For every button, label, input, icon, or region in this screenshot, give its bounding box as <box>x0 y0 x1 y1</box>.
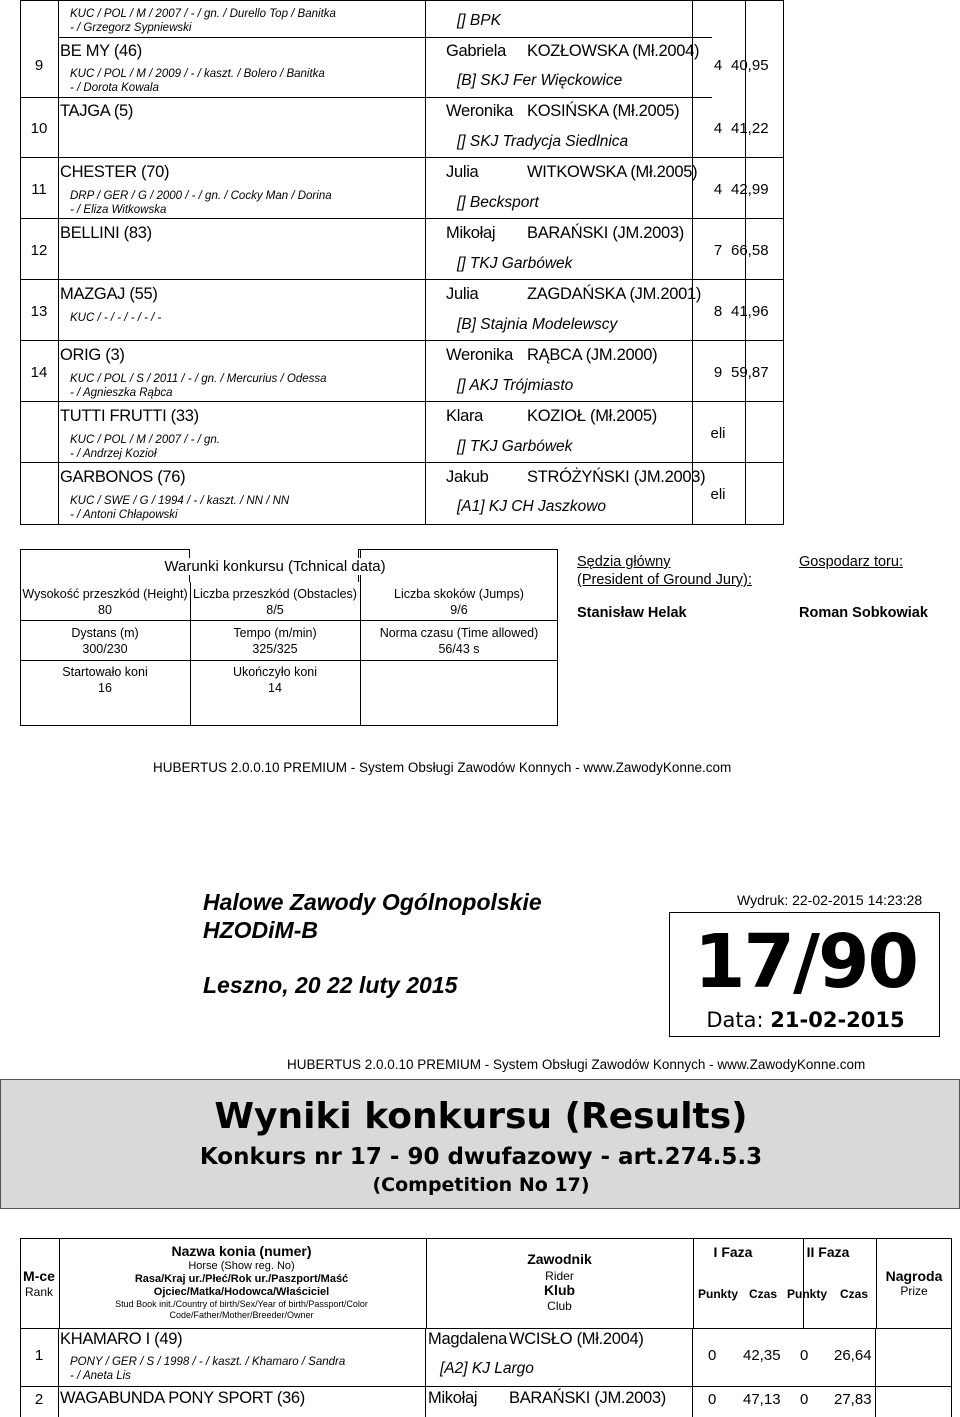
conditions-title: Warunki konkursu (Tchnical data) <box>130 558 420 575</box>
distance-value: 300/230 <box>82 642 128 656</box>
obstacles-value: 8/5 <box>266 603 284 617</box>
table-divider <box>875 1328 876 1417</box>
table-border <box>783 0 784 525</box>
judge-label-en: (President of Ground Jury): <box>577 572 752 588</box>
time-cell: 40,95 <box>731 57 769 74</box>
points-cell: 4 <box>713 57 723 74</box>
table-divider <box>58 1328 59 1417</box>
horse-owner: - / Andrzej Kozioł <box>70 448 157 460</box>
phase1-time: 47,13 <box>743 1391 781 1408</box>
row-divider <box>20 1386 952 1387</box>
table-divider <box>360 660 558 661</box>
obstacles-label: Liczba przeszkód (Obstacles) <box>193 587 357 601</box>
horse-owner: - / Dorota Kowala <box>70 82 159 94</box>
club-name: [A2] KJ Largo <box>440 1360 534 1377</box>
rank-cell: 11 <box>31 181 47 198</box>
phase2-time-header: Czas <box>839 1287 868 1301</box>
competition-name: Konkurs nr 17 - 90 dwufazowy - art.274.5.3 <box>199 1144 763 1170</box>
horse-info: KUC / - / - / - / - / - <box>70 312 162 324</box>
horse-name: GARBONOS (76) <box>60 468 186 486</box>
points-cell: 8 <box>713 303 723 320</box>
horse-owner: - / Eliza Witkowska <box>70 204 167 216</box>
points-cell: eli <box>710 425 726 442</box>
rank-cell: 14 <box>30 364 48 381</box>
horse-owner: - / Antoni Chłapowski <box>70 509 178 521</box>
judge-label: Sędzia główny <box>577 554 671 570</box>
finished-label: Ukończyło koni <box>232 665 318 679</box>
horse-owner: - / Aneta Lis <box>70 1370 131 1382</box>
club-header: Klub <box>543 1282 576 1298</box>
started-label: Startowało koni <box>62 665 148 679</box>
time-cell: 66,58 <box>731 242 769 259</box>
rider-last-name: KOZŁOWSKA (Mł.2004) <box>527 42 700 60</box>
row-divider <box>20 401 784 402</box>
rider-last-name: RĄBCA (JM.2000) <box>527 346 658 364</box>
row-divider <box>20 462 784 463</box>
club-name: [] TKJ Garbówek <box>457 255 573 272</box>
table-divider <box>745 0 746 525</box>
club-name: [] SKJ Tradycja Siedlnica <box>457 133 629 150</box>
table-divider <box>692 0 693 525</box>
phase2-header: II Faza <box>806 1244 850 1260</box>
club-name: [A1] KJ CH Jaszkowo <box>457 498 607 515</box>
jumps-label: Liczba skoków (Jumps) <box>394 587 524 601</box>
results-title-box <box>0 1079 960 1209</box>
row-divider <box>20 218 784 219</box>
judge-name: Stanisław Helak <box>577 605 687 621</box>
phase2-points-header: Punkty <box>786 1287 827 1301</box>
phase1-header: I Faza <box>713 1244 753 1260</box>
horse-info: KUC / POL / S / 2011 / - / gn. / Mercurius / Odessa <box>70 373 327 385</box>
rider-first-name: Weronika <box>446 102 513 120</box>
row-divider <box>59 37 712 38</box>
horse-name: KHAMARO I (49) <box>60 1330 183 1348</box>
jumps-value: 9/6 <box>450 603 468 617</box>
time-allowed-value: 56/43 s <box>438 642 480 656</box>
horse-name: MAZGAJ (55) <box>60 285 158 303</box>
horse-name: CHESTER (70) <box>60 163 170 181</box>
distance-label: Dystans (m) <box>71 626 139 640</box>
horse-info: KUC / POL / M / 2007 / - / gn. / Durello Top / Banitka <box>70 8 336 20</box>
table-divider <box>21 620 558 621</box>
table-divider <box>58 0 59 525</box>
rider-last-name: ZAGDAŃSKA (JM.2001) <box>527 285 702 303</box>
event-place-date: Leszno, 20 22 luty 2015 <box>203 972 458 998</box>
rank-cell: 2 <box>34 1391 44 1408</box>
time-cell: 59,87 <box>731 364 769 381</box>
phase2-time: 27,83 <box>834 1391 872 1408</box>
table-border <box>20 524 784 525</box>
rider-last-name: BARAŃSKI (JM.2003) <box>527 224 684 242</box>
rider-first-name: Gabriela <box>446 42 506 60</box>
row-divider <box>20 340 784 341</box>
club-name: [B] Stajnia Modelewscy <box>457 316 618 333</box>
club-name: [] BPK <box>457 12 501 29</box>
points-cell: 7 <box>713 242 723 259</box>
results-title: Wyniki konkursu (Results) <box>214 1096 748 1137</box>
rider-last-name: KOSIŃSKA (Mł.2005) <box>527 102 680 120</box>
phase1-time-header: Czas <box>748 1287 777 1301</box>
time-allowed-label: Norma czasu (Time allowed) <box>379 626 539 640</box>
horse-header: Nazwa konia (numer) <box>171 1243 312 1259</box>
phase1-points: 0 <box>708 1391 717 1408</box>
horse-header-en: Horse (Show reg. No) <box>188 1260 295 1272</box>
club-name: [] Becksport <box>457 194 539 211</box>
course-designer-label: Gospodarz toru: <box>799 554 903 570</box>
competition-number: (Competition No 17) <box>372 1174 590 1196</box>
rider-last-name: KOZIOŁ (Mł.2005) <box>527 407 657 425</box>
height-value: 80 <box>98 603 112 617</box>
rider-first-name: Julia <box>446 163 479 181</box>
table-border <box>20 0 21 525</box>
rider-last-name: WITKOWSKA (Mł.2005) <box>527 163 698 181</box>
rider-last-name: STRÓŻYŃSKI (JM.2003) <box>527 468 706 486</box>
horse-name: ORIG (3) <box>60 346 125 364</box>
points-cell: eli <box>710 486 726 503</box>
rider-first-name: Julia <box>446 285 479 303</box>
club-name: [B] SKJ Fer Więckowice <box>457 72 623 89</box>
finished-value: 14 <box>268 681 282 695</box>
phase1-time: 42,35 <box>743 1347 781 1364</box>
horse-name: BE MY (46) <box>60 42 142 60</box>
horse-header-fields-en-2: Code/Father/Mother/Breeder/Owner <box>169 1310 314 1320</box>
footer-software-credit: HUBERTUS 2.0.0.10 PREMIUM - System Obsługi Zawodów Konnych - www.ZawodyKonne.com <box>153 760 732 775</box>
rider-first-name: Mikołaj <box>446 224 496 242</box>
date-label: Data: <box>706 1008 764 1032</box>
rank-cell: 9 <box>34 57 44 74</box>
rider-header-en: Rider <box>545 1269 574 1283</box>
table-border <box>20 0 784 1</box>
rank-cell: 12 <box>30 242 48 259</box>
phase2-points: 0 <box>800 1347 809 1364</box>
phase2-points: 0 <box>800 1391 809 1408</box>
time-cell: 41,96 <box>731 303 769 320</box>
rider-first-name: Magdalena <box>428 1330 507 1348</box>
horse-name: TUTTI FRUTTI (33) <box>60 407 199 425</box>
horse-info: KUC / SWE / G / 1994 / - / kaszt. / NN / NN <box>70 495 290 507</box>
row-divider <box>20 97 59 98</box>
rider-last-name: WCISŁO (Mł.2004) <box>509 1330 644 1348</box>
rider-header: Zawodnik <box>527 1251 592 1267</box>
height-label: Wysokość przeszkód (Height) <box>22 587 188 601</box>
table-divider <box>425 1328 426 1417</box>
points-cell: 4 <box>713 120 723 137</box>
table-border <box>951 1328 952 1417</box>
row-divider <box>20 279 784 280</box>
rider-first-name: Klara <box>446 407 484 425</box>
event-title: Halowe Zawody Ogólnopolskie <box>203 889 542 915</box>
horse-name: WAGABUNDA PONY SPORT (36) <box>60 1389 305 1407</box>
horse-header-fields-en: Stud Book init./Country of birth/Sex/Year of birth/Passport/Color <box>115 1299 368 1309</box>
course-designer-name: Roman Sobkowiak <box>799 605 928 621</box>
table-divider <box>21 660 361 661</box>
time-cell: 42,99 <box>731 181 769 198</box>
table-divider <box>692 1328 693 1417</box>
rank-cell: 13 <box>30 303 48 320</box>
date-value: 21-02-2015 <box>770 1008 905 1032</box>
horse-name: BELLINI (83) <box>60 224 152 242</box>
prize-header: Nagroda <box>885 1268 943 1284</box>
rider-last-name: BARAŃSKI (JM.2003) <box>509 1389 666 1407</box>
rank-cell: 10 <box>30 120 48 137</box>
table-divider <box>425 0 426 525</box>
points-cell: 9 <box>713 364 723 381</box>
rank-header-en: Rank <box>24 1285 53 1299</box>
horse-info: PONY / GER / S / 1998 / - / kaszt. / Khamaro / Sandra <box>70 1356 346 1368</box>
started-value: 16 <box>98 681 112 695</box>
rank-header: M-ce <box>23 1268 55 1284</box>
rank-cell: 1 <box>34 1347 44 1364</box>
prize-header-en: Prize <box>900 1284 928 1298</box>
club-header-en: Club <box>547 1299 572 1313</box>
competition-code-box <box>669 912 940 1037</box>
points-cell: 4 <box>713 181 723 198</box>
competition-code: 17/90 <box>694 919 917 1005</box>
row-divider <box>20 157 784 158</box>
horse-header-fields-2: Ojciec/Matka/Hodowca/Właściciel <box>153 1286 330 1298</box>
horse-name: TAJGA (5) <box>60 102 134 120</box>
horse-header-fields: Rasa/Kraj ur./Płeć/Rok ur./Paszport/Maść <box>134 1273 349 1285</box>
print-timestamp: Wydruk: 22-02-2015 14:23:28 <box>737 892 923 908</box>
phase1-points-header: Punkty <box>697 1287 738 1301</box>
horse-owner: - / Agnieszka Rąbca <box>70 387 173 399</box>
horse-owner: - / Grzegorz Sypniewski <box>70 22 192 34</box>
horse-info: KUC / POL / M / 2009 / - / kaszt. / Bolero / Banitka <box>70 68 325 80</box>
rider-first-name: Weronika <box>446 346 513 364</box>
club-name: [] TKJ Garbówek <box>457 438 573 455</box>
rider-first-name: Mikołaj <box>428 1389 478 1407</box>
horse-info: DRP / GER / G / 2000 / - / gn. / Cocky Man / Dorina <box>70 190 332 202</box>
tempo-label: Tempo (m/min) <box>233 626 317 640</box>
time-cell: 41,22 <box>731 120 769 137</box>
club-name: [] AKJ Trójmiasto <box>457 377 574 394</box>
row-divider <box>59 97 712 98</box>
tempo-value: 325/325 <box>252 642 298 656</box>
horse-info: KUC / POL / M / 2007 / - / gn. <box>70 434 220 446</box>
rider-first-name: Jakub <box>446 468 489 486</box>
header-software-credit: HUBERTUS 2.0.0.10 PREMIUM - System Obsługi Zawodów Konnych - www.ZawodyKonne.com <box>287 1057 866 1072</box>
phase2-time: 26,64 <box>834 1347 872 1364</box>
event-code: HZODiM-B <box>203 917 318 943</box>
competition-date <box>670 1008 941 1032</box>
phase1-points: 0 <box>708 1347 717 1364</box>
